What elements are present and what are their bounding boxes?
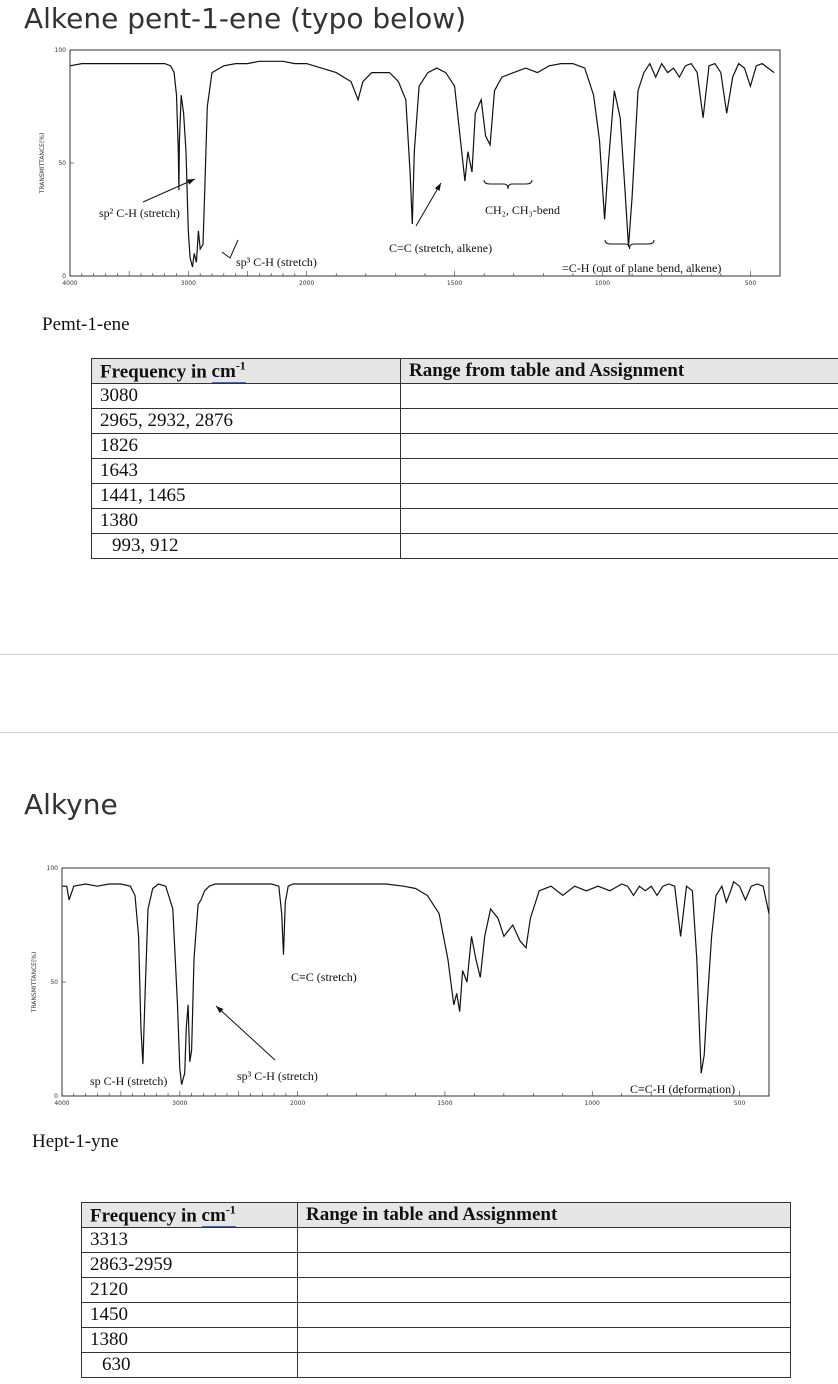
spectrum-line [62,882,769,1085]
assignment-cell[interactable] [401,384,838,409]
y-axis-label: TRANSMITTANCE(%) [39,132,46,194]
alkyne-ir-chart [0,860,800,1110]
frequency-cell: 1380 [82,1328,298,1353]
assignment-cell[interactable] [401,409,838,434]
assignment-cell[interactable] [401,459,838,484]
peak-annotation: sp C-H (stretch) [90,1074,168,1088]
peak-annotation: C≡C (stretch) [291,970,357,984]
alkene-assignment-table [91,358,838,559]
table-row [92,434,838,459]
frequency-cell: 2863-2959 [82,1253,298,1278]
y-tick-label: 50 [58,160,66,167]
assignment-cell[interactable] [298,1353,791,1378]
peak-annotation: =C-H (out of plane bend, alkene) [562,261,722,275]
x-tick-label: 1500 [446,280,463,287]
frequency-column-header: Frequency in $cm^{-1}$ [82,1203,298,1228]
x-tick-label: 1500 [437,1100,453,1107]
frequency-cell: 1441, 1465 [92,484,401,509]
table-row [92,509,838,534]
assignment-cell[interactable] [298,1228,791,1253]
table-row [92,409,838,434]
peak-annotation: C=C (stretch, alkene) [389,241,493,255]
table-row [92,534,838,559]
x-tick-label: 3000 [180,280,196,287]
frequency-cell: 3080 [92,384,401,409]
peak-annotation: sp² C-H (stretch) [99,206,180,220]
frequency-cell: 993, 912 [92,534,401,559]
assignment-cell[interactable] [401,484,838,509]
table-row [82,1353,791,1378]
peak-annotation: CH₂, CH₃-bend [485,203,561,217]
x-tick-label: 2000 [299,280,315,287]
frequency-cell: 3313 [82,1228,298,1253]
frequency-cell: 2120 [82,1278,298,1303]
frequency-cell: 1380 [92,509,401,534]
section-divider [0,654,838,655]
table-row [92,459,838,484]
table-row [82,1278,791,1303]
section-divider [0,732,838,733]
x-tick-label: 4000 [62,280,78,287]
arrow-head [435,183,441,191]
x-tick-label: 3000 [172,1100,188,1107]
y-tick-label: 0 [54,1093,58,1100]
peak-annotation: sp³ C-H (stretch) [236,255,317,269]
frequency-cell: 1826 [92,434,401,459]
alkene-ir-spectrum [0,40,800,290]
alkyne-compound-name: Hept-1-yne [32,1131,119,1152]
alkene-compound-name: Pemt-1-ene [42,314,130,335]
alkyne-assignment-table [81,1202,791,1378]
table-row [82,1328,791,1353]
table-row [92,384,838,409]
assignment-cell[interactable] [401,434,838,459]
alkene-section-title: Alkene pent-1-ene (typo below) [24,2,467,35]
y-tick-label: 50 [50,979,58,986]
y-tick-label: 100 [54,47,66,54]
table-row [82,1303,791,1328]
frequency-cell: 2965, 2932, 2876 [92,409,401,434]
annotation-arrow [216,1006,275,1060]
y-tick-label: 100 [46,865,58,872]
frequency-column-header: Frequency in $cm^{-1}$ [92,359,401,384]
x-tick-label: 2000 [290,1100,306,1107]
y-axis-label: TRANSMITTANCE(%) [31,951,38,1013]
x-tick-label: 4000 [54,1100,70,1107]
assignment-cell[interactable] [401,509,838,534]
assignment-cell[interactable] [298,1328,791,1353]
frequency-cell: 1643 [92,459,401,484]
table-header-row [82,1203,791,1228]
table-header-row [92,359,838,384]
table-row [82,1253,791,1278]
alkene-ir-chart [0,40,800,290]
x-tick-label: 500 [733,1100,746,1107]
y-tick-label: 0 [62,273,66,280]
plot-frame [62,868,769,1096]
assignment-cell[interactable] [401,534,838,559]
alkyne-ir-spectrum [0,860,800,1110]
arrow-head [187,179,195,185]
table-row [82,1228,791,1253]
peak-annotation: C≡C-H (deformation) [630,1082,736,1096]
peak-annotation: sp³ C-H (stretch) [237,1069,318,1083]
x-tick-label: 500 [744,280,757,287]
frequency-cell: 630 [82,1353,298,1378]
x-tick-label: 1000 [584,1100,600,1107]
assignment-cell[interactable] [298,1253,791,1278]
assignment-column-header: Range from table and Assignment [401,359,838,384]
alkyne-section-title: Alkyne [24,788,118,821]
assignment-cell[interactable] [298,1303,791,1328]
assignment-cell[interactable] [298,1278,791,1303]
annotation-brace [484,180,532,189]
spectrum-line [70,61,774,267]
frequency-cell: 1450 [82,1303,298,1328]
assignment-column-header: Range in table and Assignment [298,1203,791,1228]
x-tick-label: 1000 [594,280,611,287]
table-row [92,484,838,509]
annotation-brace [605,240,654,249]
